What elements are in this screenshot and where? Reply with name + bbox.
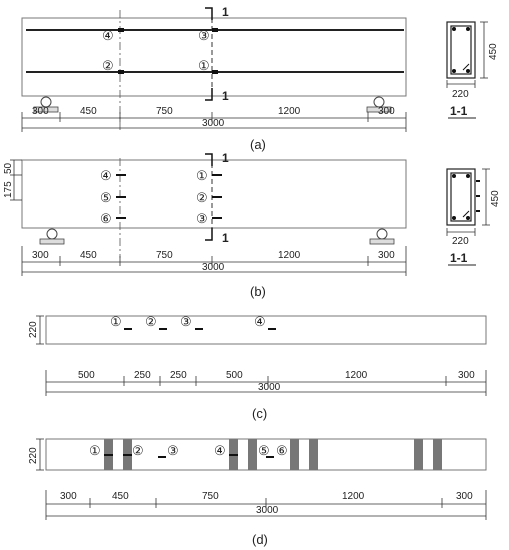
section-label: 1-1 [450,104,468,118]
dim-label: 1200 [278,250,301,261]
gauge-label: ⑥ [100,211,112,226]
gauge-mark [118,28,124,32]
section-mark-top: 1 [222,151,229,165]
gauge-mark [212,70,218,74]
roller-support-left [40,229,64,244]
dim-label: 1200 [278,106,301,117]
gauge-label: ⑤ [258,443,270,458]
cfrp-strips [104,439,442,470]
gauge-6 [276,443,288,458]
gauge-label: ③ [167,443,179,458]
gauge-3 [196,211,222,226]
section-cut-bottom [205,228,212,240]
dim-label: 450 [80,106,97,117]
dim-label: 300 [456,491,473,502]
panel-d [28,439,486,547]
gauge-mark [212,28,218,32]
dim-total: 3000 [256,505,279,516]
dim-total: 3000 [202,262,225,273]
gauge-label: ② [145,314,157,329]
caption: (d) [252,532,268,547]
cross-section [447,22,488,88]
dim-label: 250 [170,370,187,381]
cfrp-strip [290,439,299,470]
gauge-label: ③ [180,314,192,329]
dim-label: 300 [32,250,49,261]
dim-label: 300 [60,491,77,502]
gauge-label: ② [196,190,208,205]
dim-label: 750 [156,250,173,261]
dim-label: 300 [32,106,49,117]
dim-label: 250 [134,370,151,381]
dim-label: 450 [112,491,129,502]
caption: (a) [250,137,266,152]
gauge-mark [118,70,124,74]
roller-support-right [370,229,394,244]
caption: (b) [250,284,266,299]
cross-section [447,169,490,236]
height-label: 220 [28,321,39,338]
gauge-label: ③ [196,211,208,226]
dim-label: 750 [156,106,173,117]
section-cut-bottom [205,88,212,100]
dim-label: 500 [226,370,243,381]
gauge-label: ② [132,443,144,458]
gauge-label: ④ [254,314,266,329]
gauge-5 [258,443,274,458]
section-mark-bottom: 1 [222,231,229,245]
dim-label: 300 [378,106,395,117]
gauge-6 [100,211,126,226]
side-dim-label: 175 [3,181,14,198]
gauge-label: ① [89,443,101,458]
gauge-label: ③ [198,28,210,43]
dim-label: 1200 [345,370,368,381]
cfrp-strip [433,439,442,470]
cfrp-strip [248,439,257,470]
panel-c [28,314,486,421]
section-height: 450 [488,43,499,60]
gauge-2 [102,58,124,74]
dim-label: 1200 [342,491,365,502]
gauge-label: ① [110,314,122,329]
gauge-label: ① [198,58,210,73]
gauge-1 [198,58,218,74]
gauge-label: ① [196,168,208,183]
panel-a [22,5,499,152]
dim-label: 300 [458,370,475,381]
gauge-3 [158,443,179,458]
gauge-4 [100,168,126,183]
gauge-1 [196,168,222,183]
height-label: 220 [28,447,39,464]
section-mark-bottom: 1 [222,89,229,103]
gauge-2 [196,190,222,205]
side-dim-label: 50 [3,162,14,174]
gauge-label: ② [102,58,114,73]
gauge-5 [100,190,126,205]
section-height: 450 [490,190,501,207]
gauge-4 [102,28,124,43]
dim-label: 750 [202,491,219,502]
dim-label: 300 [378,250,395,261]
dim-total: 3000 [202,118,225,129]
section-label: 1-1 [450,251,468,265]
dim-label: 450 [80,250,97,261]
section-mark-top: 1 [222,5,229,19]
cfrp-strip [309,439,318,470]
gauge-3 [198,28,218,43]
caption: (c) [252,406,268,421]
section-width: 220 [452,236,469,247]
gauge-label: ④ [102,28,114,43]
dim-label: 500 [78,370,95,381]
gauge-label: ⑥ [276,443,288,458]
section-width: 220 [452,89,469,100]
gauge-label: ⑤ [100,190,112,205]
gauge-label: ④ [214,443,226,458]
dim-total: 3000 [258,382,281,393]
panel-b [3,151,501,299]
cfrp-strip [414,439,423,470]
gauge-label: ④ [100,168,112,183]
